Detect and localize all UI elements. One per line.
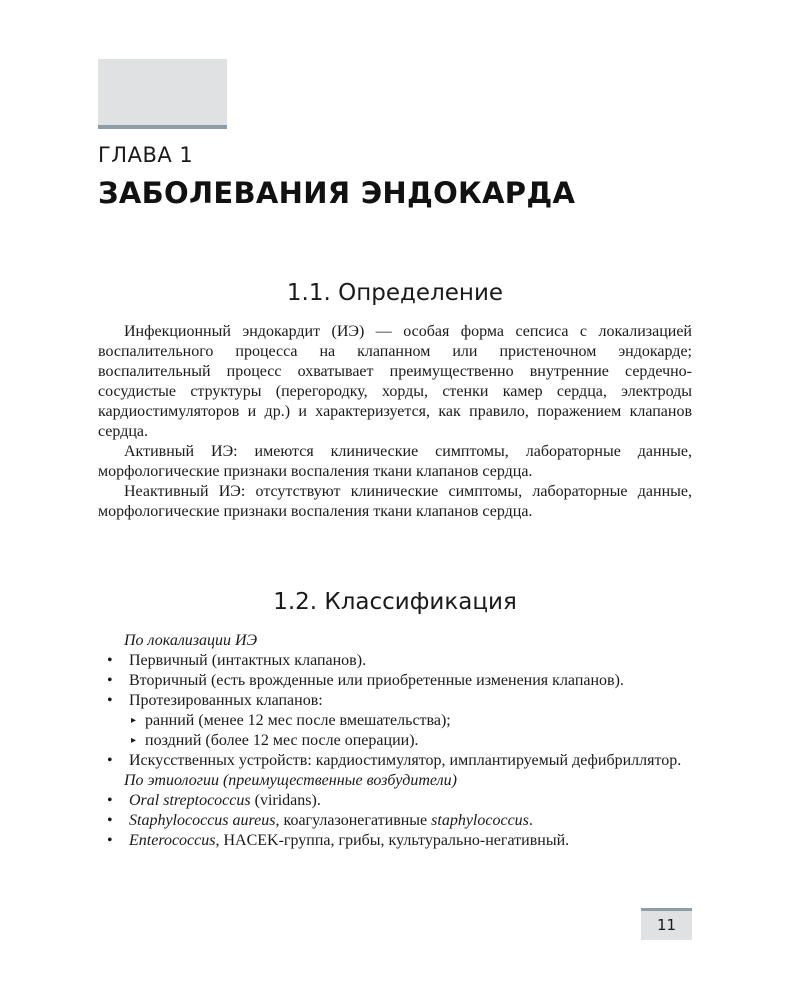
list-item <box>98 671 692 691</box>
sub-list-item <box>129 711 692 731</box>
bullet-icon: • <box>107 752 113 769</box>
list-item <box>98 651 692 671</box>
list-item <box>98 811 692 831</box>
section-heading-definition: 1.1. Определение <box>286 280 504 306</box>
chapter-decoration-rule <box>98 125 227 129</box>
triangle-bullet-icon: ▸ <box>131 715 137 726</box>
list-item <box>98 691 692 751</box>
definition-text <box>98 322 692 522</box>
location-list <box>98 651 692 771</box>
subheading-by-location: По локализации ИЭ <box>124 632 258 649</box>
organism-name: Staphylococcus aureus <box>129 812 276 829</box>
list-item-text: Вторичный (есть врожденные или приобретенные изменения клапанов). <box>129 672 624 689</box>
triangle-bullet-icon: ▸ <box>131 735 137 746</box>
bullet-icon: • <box>107 792 113 809</box>
list-item-text: Протезированных клапанов: <box>129 692 323 709</box>
list-item-text: Первичный (интактных клапанов). <box>129 652 367 669</box>
sub-list-item-text: поздний (более 12 мес после операции). <box>145 732 419 749</box>
list-item <box>98 791 692 811</box>
bullet-icon: • <box>107 832 113 849</box>
bullet-icon: • <box>107 692 113 709</box>
list-item <box>98 831 692 851</box>
chapter-label: ГЛАВА 1 <box>98 143 194 167</box>
organism-name: Enterococcus <box>129 832 216 849</box>
etiology-list <box>98 791 692 851</box>
chapter-title: ЗАБОЛЕВАНИЯ ЭНДОКАРДА <box>98 176 576 210</box>
organism-name: Oral streptococcus <box>129 792 251 809</box>
paragraph: Инфекционный эндокардит (ИЭ) — особая форма сепсиса с локализацией воспалительного процесса на клапанном или пристеночном эндокарде; воспалительный процесс охватывает преимущественно внутренние сердечно-сосудистые структуры (перегородку, хорды, стенки камер сердца, электроды кардиостимуляторов и др.) и характеризуется, как правило, поражением клапанов сердца. <box>98 323 692 440</box>
prosthetic-sublist <box>129 711 692 751</box>
classification-list <box>98 631 692 851</box>
sub-list-item-text: ранний (менее 12 мес после вмешательства); <box>145 712 451 729</box>
list-item-text: . <box>528 812 533 829</box>
paragraph: Неактивный ИЭ: отсутствуют клинические симптомы, лабораторные данные, морфологические признаки воспаления ткани клапанов сердца. <box>98 483 692 520</box>
bullet-icon: • <box>107 652 113 669</box>
section-heading-classification: 1.2. Классификация <box>273 589 517 615</box>
bullet-icon: • <box>107 812 113 829</box>
list-item-text: Искусственных устройств: кардиостимулятор, имплантируемый дефибриллятор. <box>129 752 682 769</box>
sub-list-item <box>129 731 692 751</box>
list-item <box>98 751 692 771</box>
organism-name: staphylococcus <box>431 812 529 829</box>
bullet-icon: • <box>107 672 113 689</box>
subheading-by-etiology: По этиологии (преимущественные возбудители) <box>124 772 457 789</box>
chapter-decoration-box <box>98 59 227 125</box>
list-item-text: (viridans). <box>250 792 321 809</box>
page-number: 11 <box>641 908 692 940</box>
list-item-text: , HACEK-группа, грибы, культурально-негативный. <box>215 832 570 849</box>
list-item-text: , коагулазонегативные <box>275 812 432 829</box>
paragraph: Активный ИЭ: имеются клинические симптомы, лабораторные данные, морфологические признаки воспаления ткани клапанов сердца. <box>98 443 692 480</box>
